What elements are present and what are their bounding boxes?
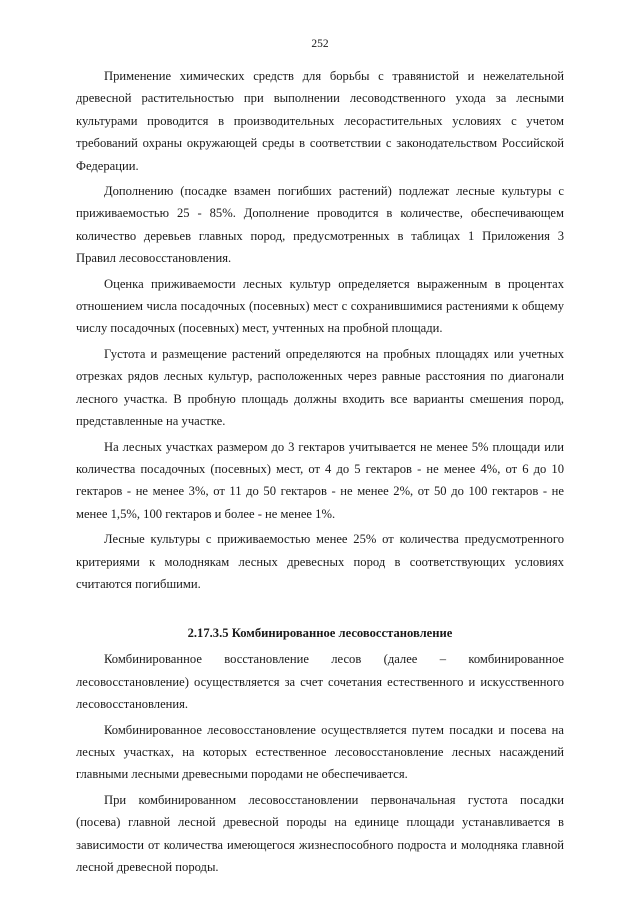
paragraph: На лесных участках размером до 3 гектаров учитывается не менее 5% площади или количества посадочных (посевных) мест, от 4 до 5 гектаров - не менее 4%, от 6 до 10 гектаров - не менее 3%, от 11 до 50 гектаров - не менее 2%, от 50 до 100 гектаров - не менее 1,5%, 100 гектаров и более - не менее 1%.	[76, 439, 564, 521]
paragraph: Оценка приживаемости лесных культур определяется выраженным в процентах отношением числа посадочных (посевных) мест с сохранившимися растениями к общему числу посадочных (посевных) мест, учтенных на пробной площади.	[76, 276, 564, 336]
page-content	[76, 65, 564, 878]
page-number: 252	[311, 38, 329, 50]
paragraph: При комбинированном лесовосстановлении первоначальная густота посадки (посева) главной лесной древесной породы на единице площади устанавливается в зависимости от количества имеющегося жизнеспособного подроста и молодняка главной лесной древесной породы.	[76, 792, 564, 874]
paragraph: Дополнению (посадке взамен погибших растений) подлежат лесные культуры с приживаемостью 25 - 85%. Дополнение проводится в количестве, обеспечивающем количество деревьев главных пород, предусмотренных в таблицах 1 Приложения 3 Правил лесовосстановления.	[76, 184, 564, 266]
paragraph: Применение химических средств для борьбы с травянистой и нежелательной древесной растительностью при выполнении лесоводственного ухода за лесными культурами проводится в производительных лесорастительных условиях с учетом требований охраны окружающей среды в соответствии с законодательством Российской Федерации.	[76, 69, 564, 173]
paragraph: Комбинированное восстановление лесов (далее – комбинированное лесовосстановление) осуществляется за счет сочетания естественного и искусственного лесовосстановления.	[76, 652, 564, 712]
paragraph: Комбинированное лесовосстановление осуществляется путем посадки и посева на лесных участках, на которых естественное лесовосстановление лесных насаждений главными лесными древесными породами не обеспечивается.	[76, 722, 564, 782]
section-heading: 2.17.3.5 Комбинированное лесовосстановление	[187, 626, 453, 641]
paragraph: Лесные культуры с приживаемостью менее 25% от количества предусмотренного критериями к молоднякам лесных древесных пород в соответствующих условиях считаются погибшими.	[76, 532, 564, 591]
paragraph: Густота и размещение растений определяются на пробных площадях или учетных отрезках рядов лесных культур, расположенных через равные расстояния по диагонали лесного участка. В пробную площадь должны входить все варианты смешения пород, представленные на участке.	[76, 346, 564, 429]
